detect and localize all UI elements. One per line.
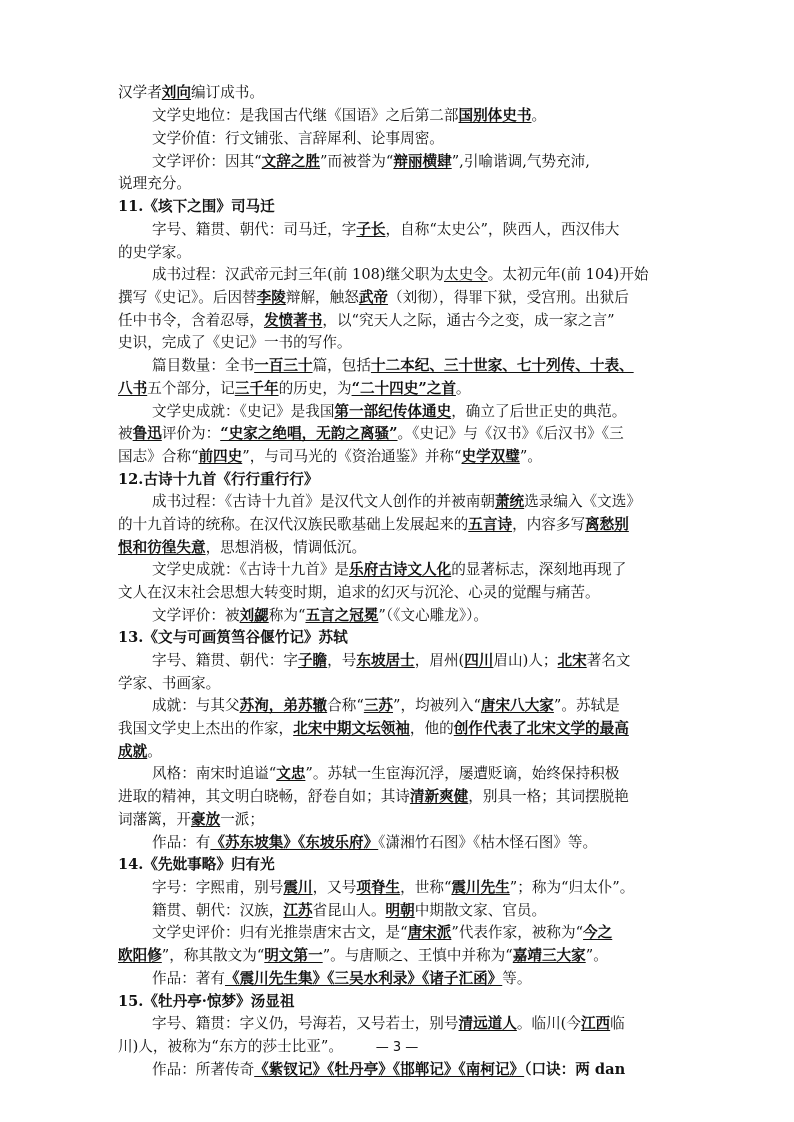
text-run: 12.古诗十九首《行行重行行》 bbox=[118, 471, 319, 488]
text-run: 字号：字熙甫，别号 bbox=[152, 879, 284, 896]
text-run: 临 bbox=[610, 1015, 625, 1032]
text-line bbox=[152, 128, 678, 150]
emphasis-text: 鲁迅 bbox=[132, 425, 162, 442]
text-run: 选录编入《文选》 bbox=[524, 493, 641, 510]
text-line bbox=[118, 582, 678, 604]
text-line bbox=[118, 82, 678, 104]
text-run: 国志》合称“ bbox=[118, 448, 199, 465]
emphasis-text: 太史令 bbox=[443, 266, 488, 283]
text-line bbox=[118, 537, 678, 559]
text-run: ，别具一格；其词摆脱艳 bbox=[468, 788, 629, 805]
text-run: 籍贯、朝代：汉族， bbox=[152, 902, 284, 919]
text-run: 成书过程：汉武帝元封三年(前 108)继父职为 bbox=[152, 266, 444, 283]
text-run: 学家、书画家。 bbox=[118, 675, 221, 692]
text-line bbox=[118, 378, 678, 400]
text-line bbox=[152, 650, 678, 672]
text-run: ”。 bbox=[519, 448, 542, 465]
emphasis-text: 创作代表了北宋文学的最高 bbox=[453, 720, 629, 737]
text-run: 文学史评价：归有光推崇唐宋古文，是“ bbox=[152, 924, 408, 941]
text-line bbox=[152, 877, 678, 899]
text-run: 。 bbox=[455, 380, 471, 397]
text-run: ”,引喻谐调,气势充沛, bbox=[451, 153, 590, 170]
text-run: 中期散文家、官员。 bbox=[414, 902, 547, 919]
text-line bbox=[152, 151, 678, 173]
emphasis-text: 发愤著书 bbox=[263, 312, 323, 329]
text-line bbox=[118, 287, 678, 309]
text-run: 字号、籍贯、朝代：司马迁，字 bbox=[152, 221, 357, 238]
section-11-heading bbox=[118, 196, 678, 218]
text-run: 作品：著有 bbox=[152, 970, 225, 987]
section-15-heading bbox=[118, 991, 678, 1013]
text-run: 辩解，触怒 bbox=[285, 289, 359, 306]
text-run: ，号 bbox=[327, 652, 357, 669]
text-line bbox=[152, 922, 678, 944]
emphasis-text: 《震川先生集》《三吴水利录》《诸子汇函》 bbox=[224, 970, 503, 987]
text-run: 。太初元年(前 104)开始 bbox=[487, 266, 649, 283]
text-line bbox=[152, 1059, 678, 1081]
text-run: 等。 bbox=[502, 970, 532, 987]
text-run: 我国文学史上杰出的作家， bbox=[118, 720, 294, 737]
text-run: 文学史成就：《古诗十九首》是 bbox=[152, 561, 350, 578]
text-run: ，眉州( bbox=[414, 652, 465, 669]
text-run: ，世称“ bbox=[400, 879, 452, 896]
emphasis-text: 苏洵，弟苏辙 bbox=[239, 697, 328, 714]
text-run: 的历史，为 bbox=[278, 380, 352, 397]
text-run: 。临川(今 bbox=[516, 1015, 581, 1032]
text-run: 史识，完成了《史记》一书的写作。 bbox=[118, 334, 352, 351]
text-line bbox=[118, 173, 678, 195]
emphasis-text: 四川 bbox=[464, 652, 494, 669]
emphasis-text: 豪放 bbox=[190, 811, 221, 828]
text-line bbox=[118, 673, 678, 695]
text-run: 说理充分。 bbox=[118, 175, 191, 192]
text-run: ”。与唐顺之、王慎中并称为“ bbox=[322, 947, 513, 964]
text-run: 评价为： bbox=[161, 425, 221, 442]
text-run: 作品：有 bbox=[152, 834, 211, 851]
emphasis-text: 江西 bbox=[580, 1015, 611, 1032]
emphasis-text: 辩丽横肆 bbox=[393, 153, 452, 170]
emphasis-text: 前四史 bbox=[198, 448, 243, 465]
text-run: 撰写《史记》。后因替 bbox=[118, 289, 257, 306]
text-run: 13.《文与可画筼筜谷偃竹记》苏轼 bbox=[118, 629, 348, 646]
text-line bbox=[118, 310, 678, 332]
text-line bbox=[152, 559, 678, 581]
text-run: 字号、籍贯：字义仍，号海若，又号若士，别号 bbox=[152, 1015, 459, 1032]
emphasis-text: （口诀：两 dan bbox=[524, 1061, 626, 1078]
emphasis-text: 明文第一 bbox=[264, 947, 323, 964]
text-run: 文学史地位：是我国古代继《国语》之后第二部 bbox=[152, 107, 459, 124]
emphasis-text: 北宋 bbox=[557, 652, 587, 669]
emphasis-text: 十二本纪、三十世家、七十列传、十表、 bbox=[370, 357, 634, 374]
text-run: 合称“ bbox=[327, 697, 364, 714]
text-run: 文学评价：因其“ bbox=[152, 153, 262, 170]
text-run: 的史学家。 bbox=[118, 244, 191, 261]
text-line bbox=[118, 423, 678, 445]
text-run: （刘彻），得罪下狱，受宫刑。出狱后 bbox=[388, 289, 629, 306]
emphasis-text: 明朝 bbox=[385, 902, 415, 919]
text-line bbox=[118, 332, 678, 354]
emphasis-text: 恨和彷徨失意 bbox=[118, 539, 206, 556]
text-run: 文学史成就：《史记》是我国 bbox=[152, 403, 335, 420]
section-13-heading bbox=[118, 627, 678, 649]
text-line bbox=[152, 605, 678, 627]
text-run: ”，均被列入“ bbox=[393, 697, 481, 714]
emphasis-text: 刘向 bbox=[161, 84, 191, 101]
text-line bbox=[152, 355, 678, 377]
text-run: 。 bbox=[147, 743, 162, 760]
text-run: 《潇湘竹石图》《枯木怪石图》等。 bbox=[378, 834, 598, 851]
emphasis-text: 国别体史书 bbox=[458, 107, 532, 124]
text-run: ”（《文心雕龙》）。 bbox=[378, 607, 489, 624]
emphasis-text: 离愁别 bbox=[585, 516, 629, 533]
text-line bbox=[152, 1013, 678, 1035]
text-line bbox=[152, 968, 678, 990]
emphasis-text: 五言诗 bbox=[468, 516, 513, 533]
emphasis-text: 第一部纪传体通史 bbox=[334, 403, 452, 420]
text-run: ”，与司马光的《资治通鉴》并称“ bbox=[242, 448, 462, 465]
text-line bbox=[152, 832, 678, 854]
emphasis-text: 嘉靖三大家 bbox=[512, 947, 586, 964]
emphasis-text: 东坡居士 bbox=[356, 652, 415, 669]
emphasis-text: 五言之冠冕 bbox=[305, 607, 379, 624]
text-line bbox=[118, 242, 678, 264]
emphasis-text: 唐宋派 bbox=[407, 924, 452, 941]
text-run: 被 bbox=[118, 425, 133, 442]
text-run: 编订成书。 bbox=[191, 84, 264, 101]
text-run: 作品：所著传奇 bbox=[152, 1061, 255, 1078]
text-line bbox=[152, 264, 678, 286]
emphasis-text: 八书 bbox=[118, 380, 148, 397]
text-run: 的显著标志，深刻地再现了 bbox=[451, 561, 627, 578]
text-run: 文学评价：被 bbox=[152, 607, 240, 624]
emphasis-text: 刘勰 bbox=[239, 607, 269, 624]
text-line bbox=[118, 446, 678, 468]
emphasis-text: 一百三十 bbox=[254, 357, 313, 374]
text-run: ，思想消极，情调低沉。 bbox=[205, 539, 367, 556]
text-run: 一派； bbox=[220, 811, 264, 828]
section-12-heading bbox=[118, 469, 678, 491]
text-run: ，以“究天人之际，通古今之变，成一家之言” bbox=[322, 312, 615, 329]
text-run: ”。 bbox=[585, 947, 608, 964]
emphasis-text: 唐宋八大家 bbox=[480, 697, 554, 714]
text-run: 川)人，被称为“东方的莎士比亚”。 bbox=[118, 1038, 343, 1055]
text-run: ，确立了后世正史的典范。 bbox=[451, 403, 627, 420]
emphasis-text: 震川先生 bbox=[451, 879, 510, 896]
text-run: 15.《牡丹亭·惊梦》汤显祖 bbox=[118, 993, 295, 1010]
text-line bbox=[152, 491, 678, 513]
emphasis-text: 子长 bbox=[356, 221, 386, 238]
text-run: 字号、籍贯、朝代：字 bbox=[152, 652, 298, 669]
text-run: 称为“ bbox=[268, 607, 306, 624]
text-line bbox=[118, 809, 678, 831]
emphasis-text: 武帝 bbox=[358, 289, 389, 306]
text-run: ”。苏轼是 bbox=[553, 697, 620, 714]
emphasis-text: 欧阳修 bbox=[118, 947, 162, 964]
text-run: 文学价值：行文铺张、言辞犀利、论事周密。 bbox=[152, 130, 444, 147]
section-14-heading bbox=[118, 854, 678, 876]
emphasis-text: 史学双璧 bbox=[461, 448, 520, 465]
text-run: ，又号 bbox=[312, 879, 357, 896]
text-line bbox=[152, 900, 678, 922]
emphasis-text: 乐府古诗文人化 bbox=[349, 561, 452, 578]
text-line bbox=[118, 718, 678, 740]
text-run: 成就：与其父 bbox=[152, 697, 240, 714]
text-run: 11.《垓下之围》司马迁 bbox=[118, 198, 275, 215]
emphasis-text: 江苏 bbox=[283, 902, 313, 919]
text-line bbox=[118, 514, 678, 536]
text-line bbox=[118, 741, 678, 763]
text-line bbox=[152, 695, 678, 717]
text-run: 文人在汉末社会思想大转变时期，追求的幻灭与沉沦、心灵的觉醒与痛苦。 bbox=[118, 584, 600, 601]
text-run: ，内容多写 bbox=[512, 516, 586, 533]
emphasis-text: “二十四史”之首 bbox=[351, 380, 456, 397]
emphasis-text: 今之 bbox=[583, 924, 613, 941]
emphasis-text: 成就 bbox=[118, 743, 148, 760]
emphasis-text: 清新爽健 bbox=[409, 788, 469, 805]
text-line bbox=[118, 945, 678, 967]
text-line bbox=[152, 763, 678, 785]
emphasis-text: 子瞻 bbox=[297, 652, 328, 669]
emphasis-text: 三苏 bbox=[363, 697, 394, 714]
emphasis-text: 李陵 bbox=[256, 289, 286, 306]
emphasis-text: 清远道人 bbox=[458, 1015, 517, 1032]
emphasis-text: 文忠 bbox=[276, 765, 306, 782]
emphasis-text: 《紫钗记》《牡丹亭》《邯郸记》《南柯记》 bbox=[254, 1061, 525, 1078]
emphasis-text: 北宋中期文坛领袖 bbox=[293, 720, 410, 737]
text-line bbox=[152, 401, 678, 423]
emphasis-text: 萧统 bbox=[494, 493, 525, 510]
emphasis-text: 《苏东坡集》《东坡乐府》 bbox=[210, 834, 379, 851]
text-run: 篇，包括 bbox=[312, 357, 371, 374]
text-run: 14.《先妣事略》归有光 bbox=[118, 856, 275, 873]
text-run: 成书过程：《古诗十九首》是汉代文人创作的并被南朝 bbox=[152, 493, 495, 510]
text-run: 任中书令，含着忍辱， bbox=[118, 312, 264, 329]
text-run: 著名文 bbox=[586, 652, 631, 669]
text-line bbox=[118, 786, 678, 808]
text-run: ”而被誉为“ bbox=[320, 153, 394, 170]
text-run: 五个部分，记 bbox=[147, 380, 235, 397]
text-run: ”。苏轼一生宦海沉浮，屡遭贬谪，始终保持积极 bbox=[305, 765, 620, 782]
text-run: ”，称其散文为“ bbox=[161, 947, 265, 964]
emphasis-text: 三千年 bbox=[234, 380, 279, 397]
emphasis-text: “史家之绝唱，无韵之离骚” bbox=[220, 425, 398, 442]
emphasis-text: 项脊生 bbox=[356, 879, 401, 896]
page-number: — 3 — bbox=[375, 1040, 419, 1055]
text-line bbox=[152, 105, 678, 127]
text-run: 的十九首诗的统称。在汉代汉族民歌基础上发展起来的 bbox=[118, 516, 469, 533]
text-run: ”；称为“归太仆”。 bbox=[509, 879, 635, 896]
text-run: 省昆山人。 bbox=[312, 902, 386, 919]
emphasis-text: 震川 bbox=[283, 879, 313, 896]
text-run: 进取的精神，其文明白晓畅，舒卷自如；其诗 bbox=[118, 788, 410, 805]
text-run: 篇目数量：全书 bbox=[152, 357, 255, 374]
text-run: ，自称“太史公”，陕西人，西汉伟大 bbox=[385, 221, 620, 238]
text-run: 词藩篱，开 bbox=[118, 811, 191, 828]
text-run: 。 bbox=[531, 107, 547, 124]
text-run: 眉山)人； bbox=[493, 652, 558, 669]
text-run: 风格：南宋时追谥“ bbox=[152, 765, 277, 782]
text-line bbox=[152, 219, 678, 241]
emphasis-text: 文辞之胜 bbox=[261, 153, 321, 170]
text-run: 。《史记》与《汉书》《后汉书》《三 bbox=[397, 425, 624, 442]
text-run: ，他的 bbox=[409, 720, 454, 737]
text-run: ”代表作家，被称为“ bbox=[451, 924, 584, 941]
text-run: 汉学者 bbox=[118, 84, 162, 101]
